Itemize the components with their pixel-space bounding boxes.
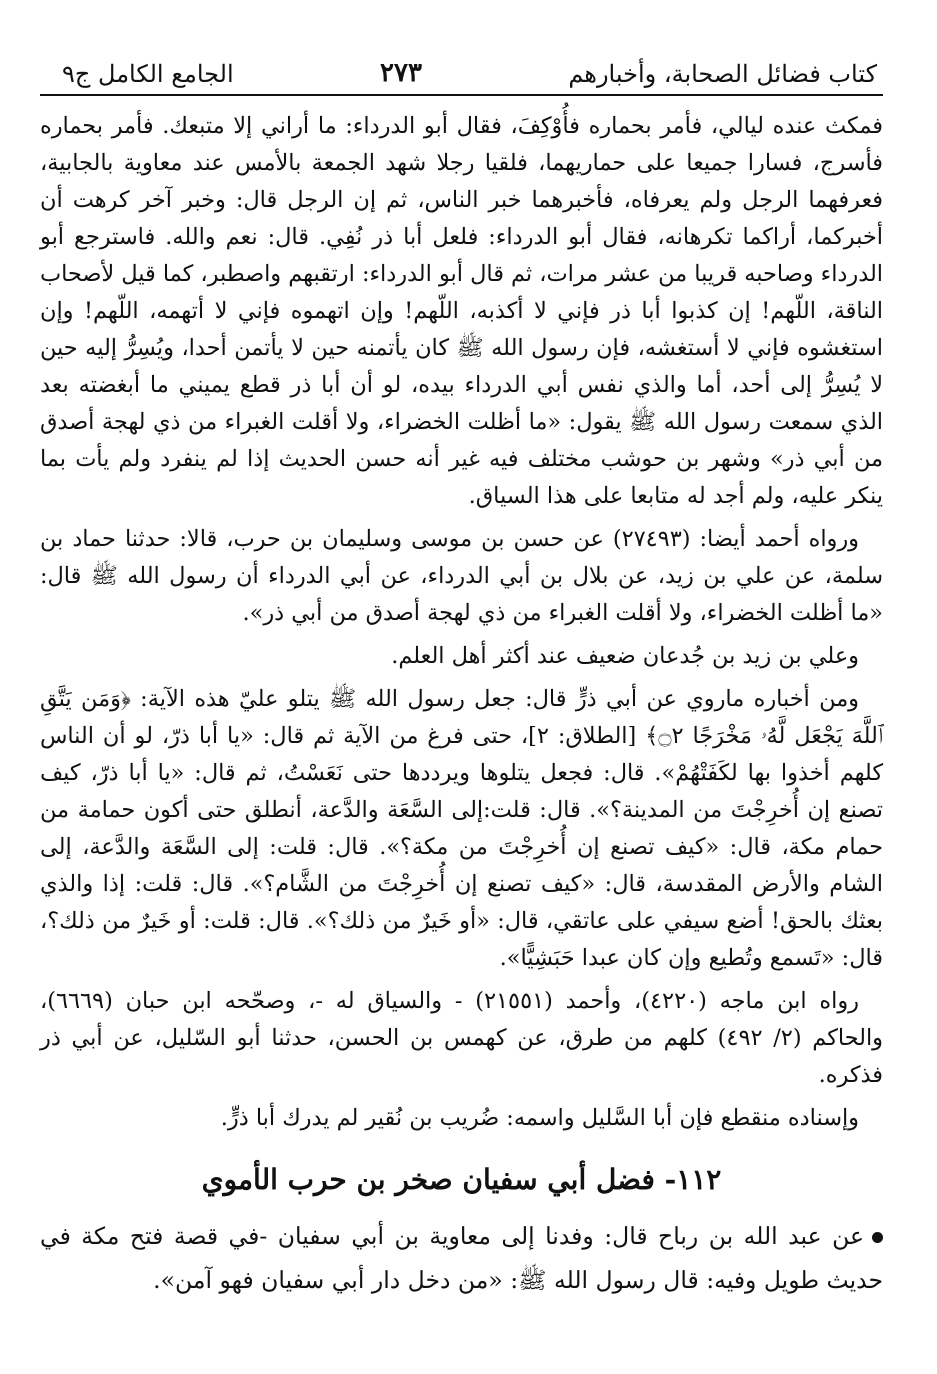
hadith-paragraph xyxy=(40,1214,883,1302)
paragraph: وإسناده منقطع فإن أبا السَّليل واسمه: ضُريب بن نُقير لم يدرك أبا ذرٍّ. xyxy=(220,1105,859,1131)
page-header xyxy=(40,58,883,96)
hadith-text: عن عبد الله بن رباح قال: وفدنا إلى معاوية بن أبي سفيان -في قصة فتح مكة في حديث طويل وفيه: قال رسول الله ﷺ: «من دخل دار أبي سفيان فهو آمن». xyxy=(40,1222,883,1294)
paragraph: ورواه أحمد أيضا: (٢٧٤٩٣) عن حسن بن موسى وسليمان بن حرب، قالا: حدثنا حماد بن سلمة، عن علي بن زيد، عن بلال بن أبي الدرداء، عن أبي الدرداء أن رسول الله ﷺ قال: «ما أظلت الخضراء، ولا أقلت الغبراء من ذي لهجة أصدق من أبي ذر». xyxy=(40,526,883,626)
section-heading: ١١٢- فضل أبي سفيان صخر بن حرب الأموي xyxy=(201,1163,722,1196)
page-body xyxy=(40,108,883,1137)
paragraph: فمكث عنده ليالي، فأمر بحماره فأُوْكِفَ، فقال أبو الدرداء: ما أراني إلا متبعك. فأمر بحماره فأسرج، فسارا جميعا على حماريهما، فلقيا رجلا شهد الجمعة بالأمس عند معاوية بالجابية، فعرفهما الرجل ولم يعرفاه، فأخبرهما خبر الناس، ثم إن الرجل قال: وخبر آخر كرهت أن أخبركما، أراكما تكرهانه، فقال أبو الدرداء: فلعل أبا ذر نُفِي. قال: نعم والله. فاسترجع أبو الدرداء وصاحبه قريبا من عشر مرات، ثم قال أبو الدرداء: ارتقبهم واصطبر، كما قيل لأصحاب الناقة، اللّهم! إن كذبوا أبا ذر فإني لا أكذبه، اللّهم! وإن اتهموه فإني لا أتهمه، اللّهم! وإن استغشوه فإني لا أستغشه، فإن رسول الله ﷺ كان يأتمنه حين لا يأتمن أحدا، ويُسِرُّ إليه حين لا يُسِرُّ إلى أحد، أما والذي نفس أبي الدرداء بيده، لو أن أبا ذر قطع يميني ما أبغضته بعد الذي سمعت رسول الله ﷺ يقول: «ما أظلت الخضراء، ولا أقلت الغبراء من ذي لهجة أصدق من أبي ذر» وشهر بن حوشب مختلف فيه غير أنه حسن الحديث إذا لم ينفرد ولم يأت بما ينكر عليه، ولم أجد له متابعا على هذا السياق. xyxy=(40,113,883,509)
paragraph: وعلي بن زيد بن جُدعان ضعيف عند أكثر أهل العلم. xyxy=(391,643,859,669)
book-title: كتاب فضائل الصحابة، وأخبارهم xyxy=(568,60,877,88)
volume-label: الجامع الكامل ج٩ xyxy=(62,60,234,88)
paragraph: رواه ابن ماجه (٤٢٢٠)، وأحمد (٢١٥٥١) - والسياق له -، وصحّحه ابن حبان (٦٦٦٩)، والحاكم (٢/ ٤٩٢) كلهم من طرق، عن كهمس بن الحسن، حدثنا أبو السّليل، عن أبي ذر فذكره. xyxy=(40,988,883,1088)
bullet-icon xyxy=(872,1232,883,1243)
page-number: ٢٧٣ xyxy=(380,58,422,88)
paragraph: ومن أخباره ماروي عن أبي ذرٍّ قال: جعل رسول الله ﷺ يتلو عليّ هذه الآية: ﴿وَمَن يَتَّقِ ٱللَّهَ يَجْعَل لَّهُۥ مَخْرَجًا ۝٢﴾ [الطلاق: ٢]، حتى فرغ من الآية ثم قال: «يا أبا ذرّ، لو أن الناس كلهم أخذوا بها لكَفَتْهُمْ». قال: فجعل يتلوها ويرددها حتى نَعَسْتُ، ثم قال: «يا أبا ذرّ، كيف تصنع إن أُخرِجْتَ من المدينة؟». قال: قلت:إلى السَّعَة والدَّعة، أنطلق حتى أكون حمامة من حمام مكة، قال: «كيف تصنع إن أُخرِجْتَ من مكة؟». قال: قلت: إلى السَّعَة والدَّعة، إلى الشام والأرض المقدسة، قال: «كيف تصنع إن أُخرِجْتَ من الشَّام؟». قال: قلت: إذا والذي بعثك بالحق! أضع سيفي على عاتقي، قال: «أو خَيرٌ من ذلك؟». قال: قلت: أو خَيرٌ من ذلك؟، قال: «تَسمع وتُطيع وإن كان عبدا حَبَشِيًّا». xyxy=(40,686,884,971)
